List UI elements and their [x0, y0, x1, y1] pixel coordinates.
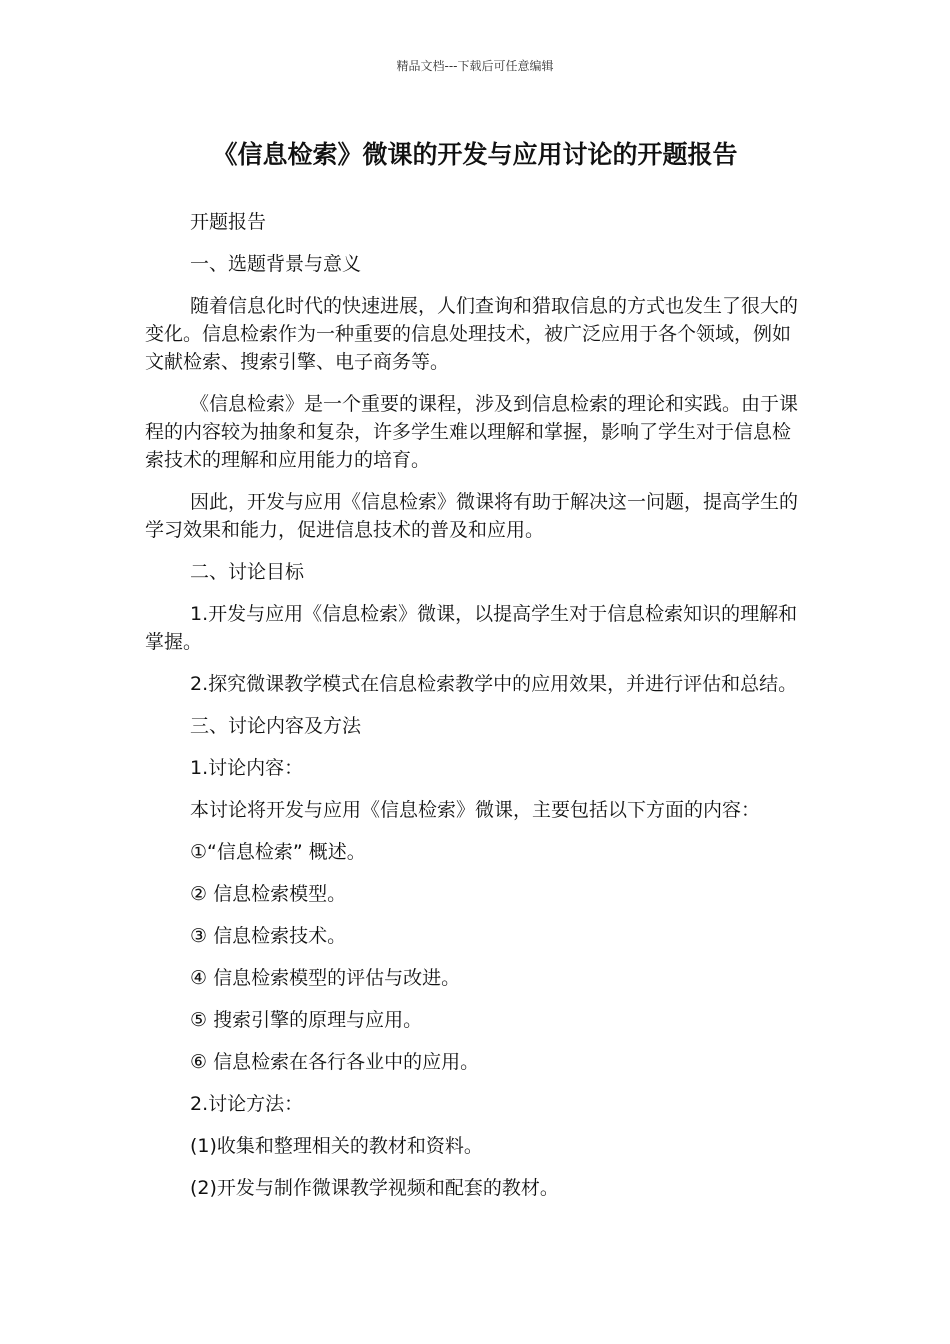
- method-list-item: (1)收集和整理相关的教材和资料。: [190, 1135, 483, 1157]
- subheading-content: 1.讨论内容：: [190, 757, 304, 779]
- header-note: 精品文档---下载后可任意编辑: [396, 59, 554, 73]
- content-list-item: ⑥ 信息检索在各行各业中的应用。: [190, 1051, 480, 1073]
- paragraph: 本讨论将开发与应用《信息检索》微课，主要包括以下方面的内容：: [190, 799, 761, 821]
- content-list-item: ①“信息检索” 概述。: [190, 841, 366, 863]
- paragraph: 因此，开发与应用《信息检索》微课将有助于解决这一问题，提高学生的学习效果和能力，促进信息技术的普及和应用。: [145, 491, 799, 541]
- content-list-item: ④ 信息检索模型的评估与改进。: [190, 967, 461, 989]
- goal-item: 2.探究微课教学模式在信息检索教学中的应用效果，并进行评估和总结。: [190, 673, 798, 695]
- section-heading-content-methods: 三、讨论内容及方法: [190, 715, 362, 737]
- subheading-methods: 2.讨论方法：: [190, 1093, 304, 1115]
- content-list-item: ⑤ 搜索引擎的原理与应用。: [190, 1009, 423, 1031]
- content-list-item: ③ 信息检索技术。: [190, 925, 347, 947]
- method-list-item: (2)开发与制作微课教学视频和配套的教材。: [190, 1177, 559, 1199]
- section-heading-goals: 二、讨论目标: [190, 561, 305, 583]
- content-list-item: ② 信息检索模型。: [190, 883, 347, 905]
- document-body: [145, 208, 805, 1216]
- paragraph: 《信息检索》是一个重要的课程，涉及到信息检索的理论和实践。由于课程的内容较为抽象和复杂，许多学生难以理解和掌握，影响了学生对于信息检索技术的理解和应用能力的培育。: [145, 393, 799, 471]
- paragraph-label: 开题报告: [190, 211, 267, 233]
- document-title: 《信息检索》微课的开发与应用讨论的开题报告: [212, 140, 738, 169]
- section-heading-background: 一、选题背景与意义: [190, 253, 362, 275]
- paragraph: 随着信息化时代的快速进展，人们查询和猎取信息的方式也发生了很大的变化。信息检索作为一种重要的信息处理技术，被广泛应用于各个领域，例如文献检索、搜索引擎、电子商务等。: [145, 295, 799, 373]
- goal-item: 1.开发与应用《信息检索》微课，以提高学生对于信息检索知识的理解和掌握。: [145, 603, 798, 653]
